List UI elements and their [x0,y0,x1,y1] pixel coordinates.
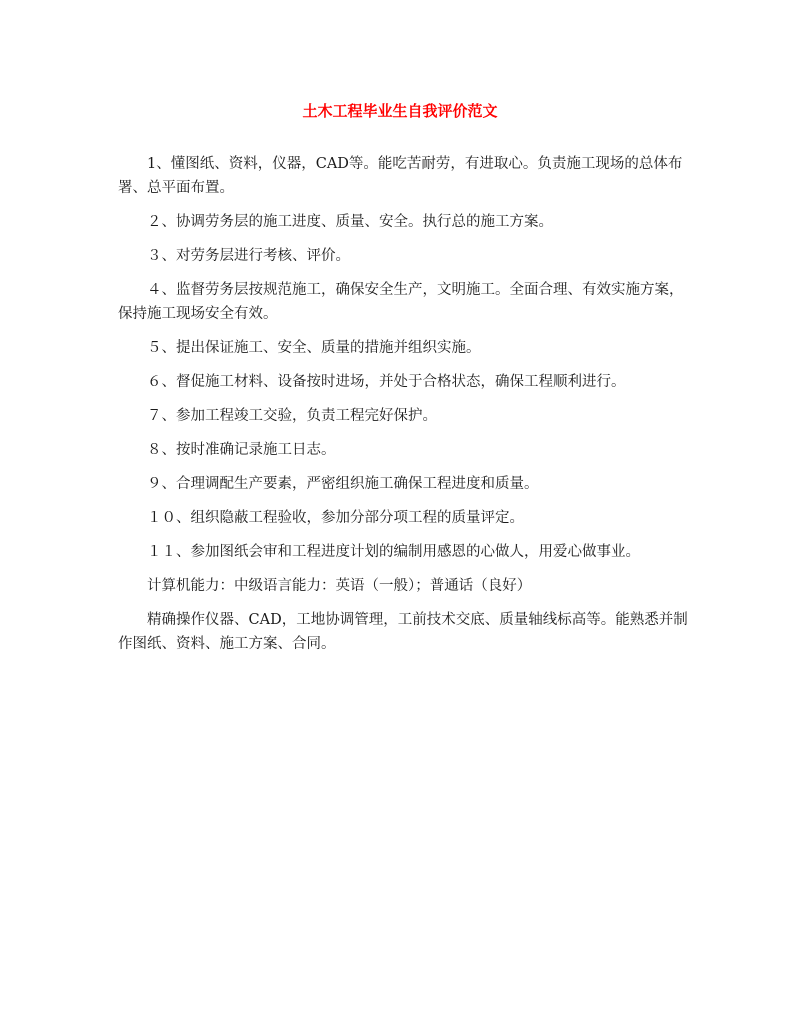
paragraph-1: 1、懂图纸、资料，仪器，CAD等。能吃苦耐劳，有进取心。负责施工现场的总体布署、总平面布置。 [118,156,683,196]
paragraph-3: ３、对劳务层进行考核、评价。 [147,248,350,264]
paragraph-6: ６、督促施工材料、设备按时进场，并处于合格状态，确保工程顺利进行。 [147,374,626,390]
paragraph-8: ８、按时准确记录施工日志。 [147,442,336,458]
paragraph-7: ７、参加工程竣工交验，负责工程完好保护。 [147,408,437,424]
paragraph-10: １０、组织隐蔽工程验收，参加分部分项工程的质量评定。 [147,510,524,526]
paragraph-2: ２、协调劳务层的施工进度、质量、安全。执行总的施工方案。 [147,214,553,230]
paragraph-11: １１、参加图纸会审和工程进度计划的编制用感恩的心做人，用爱心做事业。 [147,544,640,560]
paragraph-computer-skills: 计算机能力：中级语言能力：英语（一般）；普通话（良好） [147,578,532,594]
paragraph-9: ９、合理调配生产要素，严密组织施工确保工程进度和质量。 [147,476,539,492]
document-body [118,152,690,666]
document-title: 土木工程毕业生自我评价范文 [302,102,498,120]
paragraph-instrument-skills: 精确操作仪器、CAD，工地协调管理，工前技术交底、质量轴线标高等。能熟悉并制作图纸、资料、施工方案、合同。 [118,612,688,652]
paragraph-5: ５、提出保证施工、安全、质量的措施并组织实施。 [147,340,481,356]
paragraph-4: ４、监督劳务层按规范施工，确保安全生产，文明施工。全面合理、有效实施方案，保持施工现场安全有效。 [118,282,684,322]
